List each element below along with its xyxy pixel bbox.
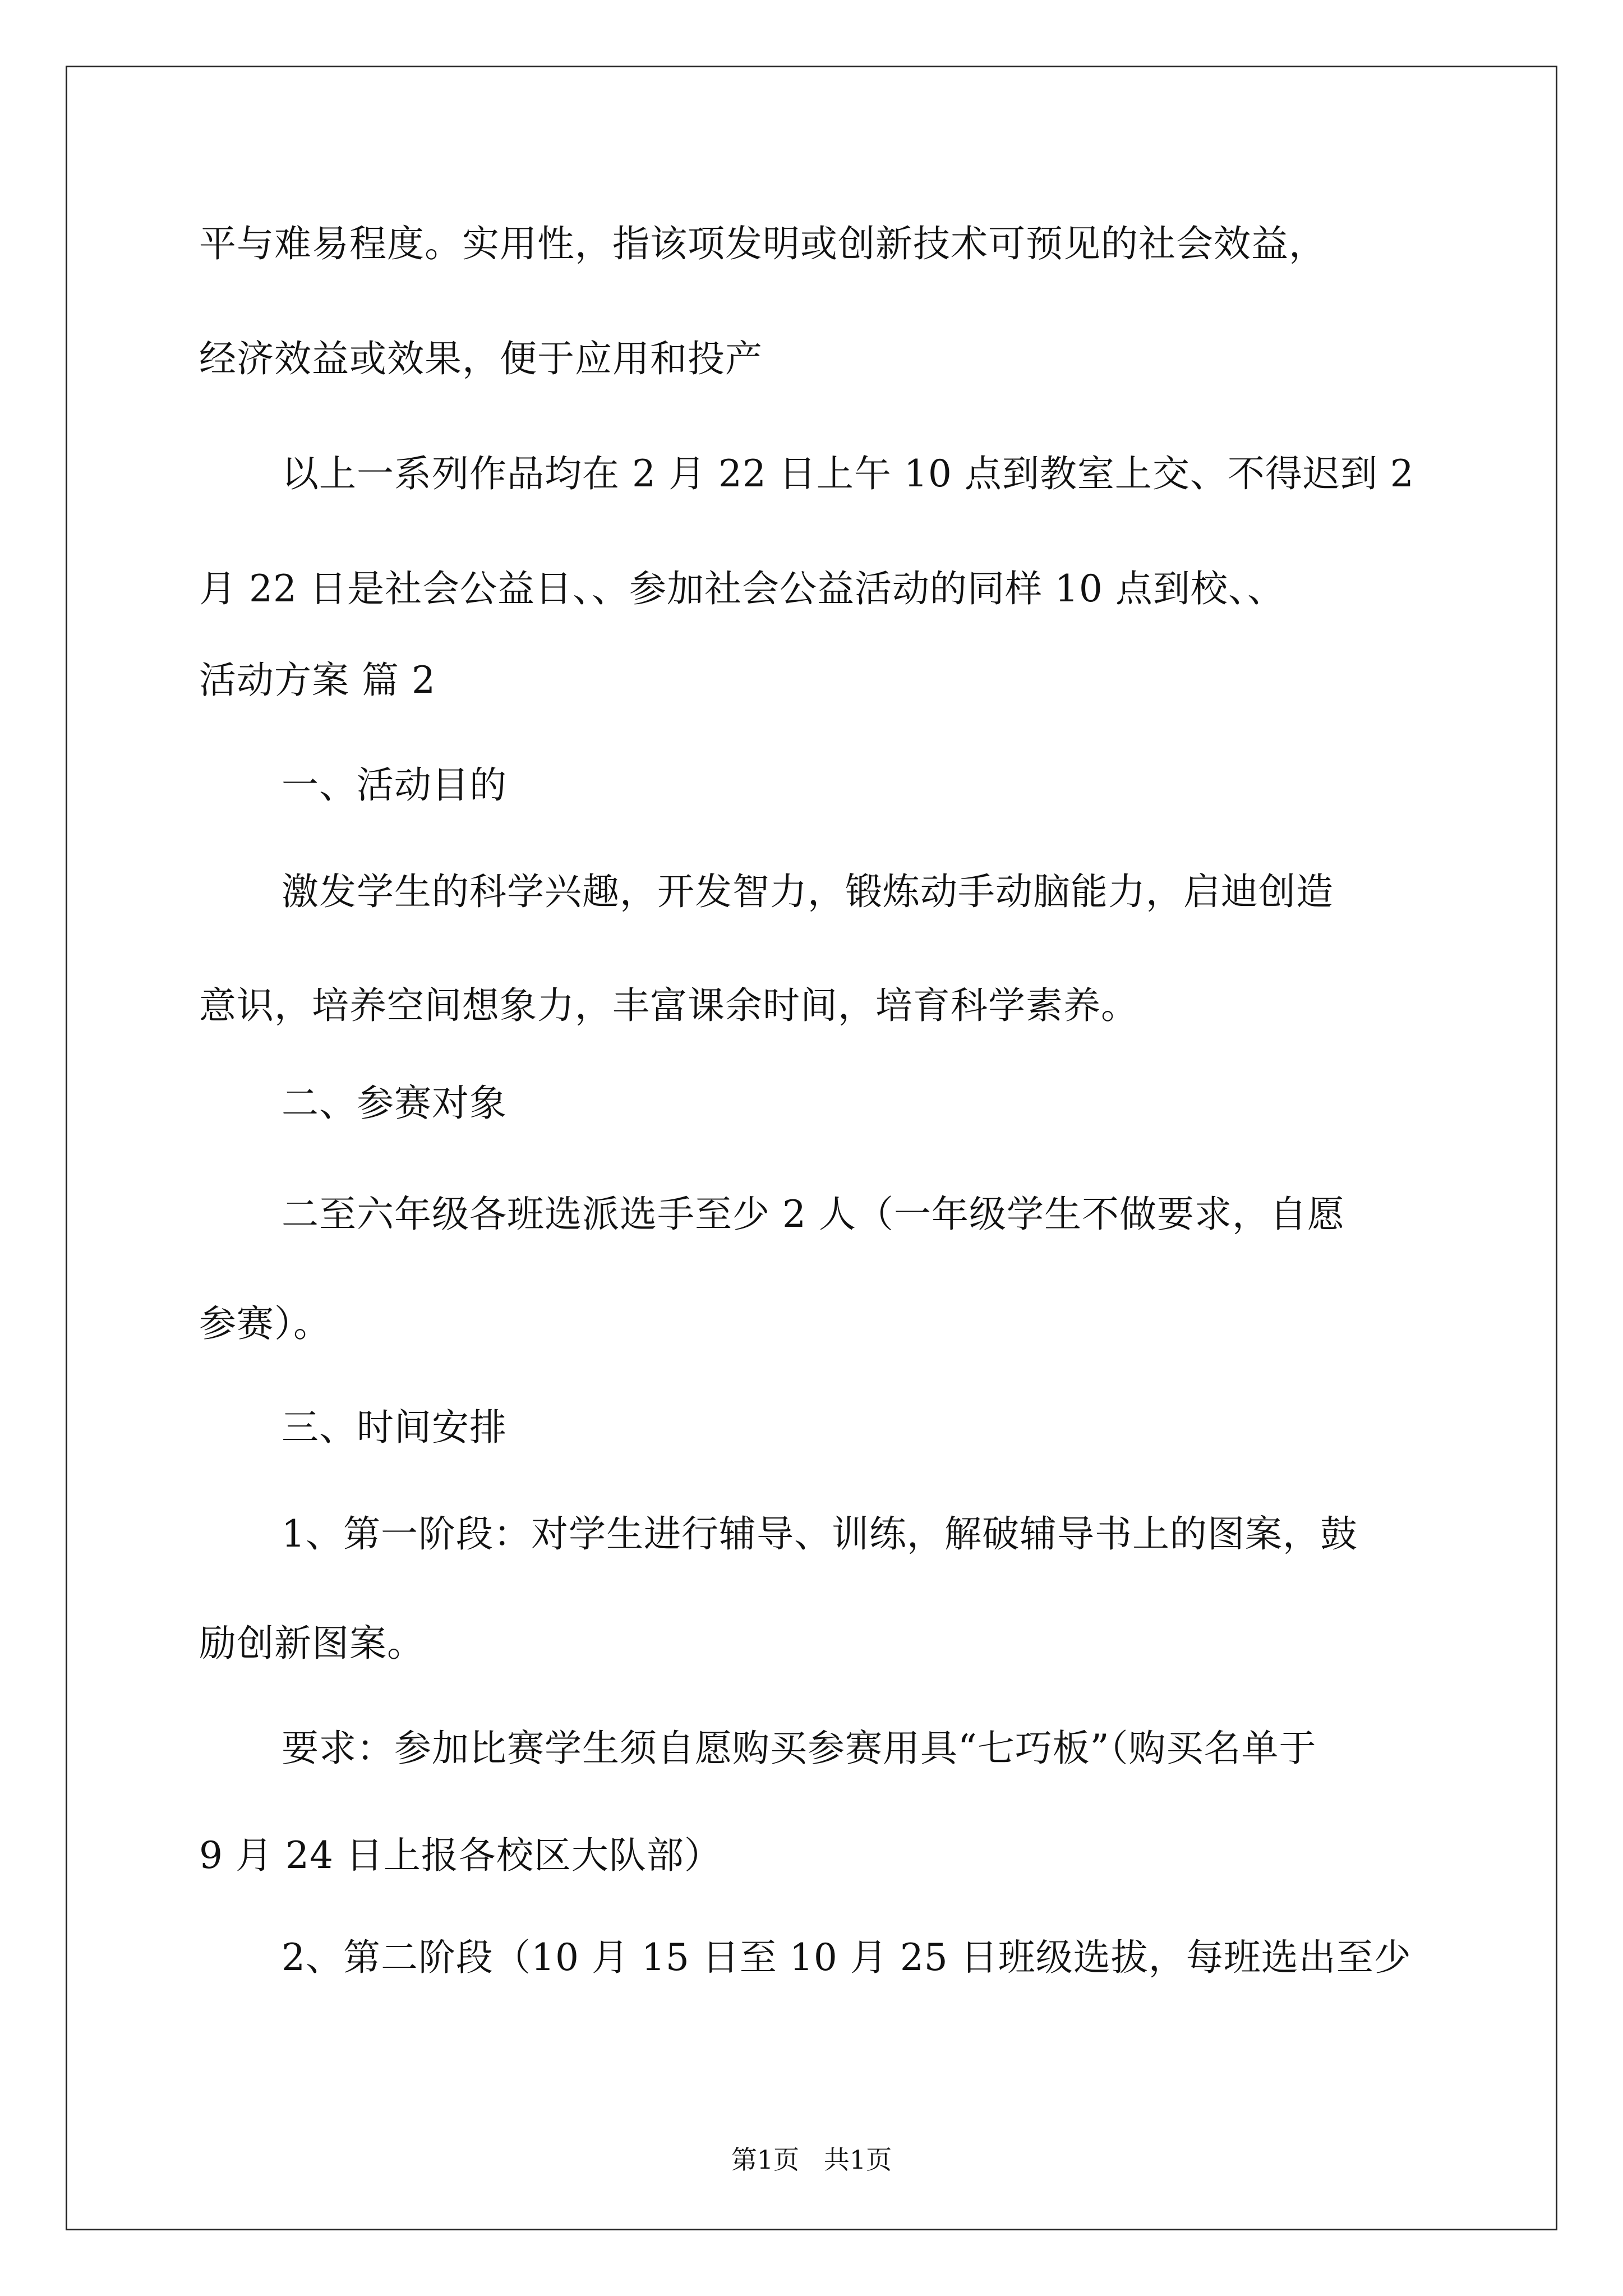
paragraph-line: 经济效益或效果，便于应用和投产 <box>199 337 763 380</box>
paragraph-line: 参赛）。 <box>199 1302 331 1345</box>
paragraph-line: 激发学生的科学兴趣，开发智力，锻炼动手动脑能力，启迪创造 <box>282 870 1334 913</box>
paragraph-line: 月 22 日是社会公益日、、参加社会公益活动的同样 10 点到校、、 <box>199 567 1285 610</box>
section-heading: 一、活动目的 <box>282 763 507 807</box>
paragraph-line: 二至六年级各班选派选手至少 2 人（一年级学生不做要求，自愿 <box>282 1193 1345 1236</box>
page-number-footer: 第1页 共1页 <box>731 2145 892 2175</box>
paragraph-line: 意识，培养空间想象力，丰富课余时间，培育科学素养。 <box>199 984 1138 1027</box>
section-heading: 活动方案 篇 2 <box>199 659 436 702</box>
paragraph-line: 1、第一阶段：对学生进行辅导、训练，解破辅导书上的图案，鼓 <box>282 1512 1358 1556</box>
paragraph-line: 励创新图案。 <box>199 1622 425 1665</box>
paragraph-line: 9 月 24 日上报各校区大队部） <box>199 1834 722 1877</box>
section-heading: 三、时间安排 <box>282 1406 507 1449</box>
paragraph-line: 以上一系列作品均在 2 月 22 日上午 10 点到教室上交、不得迟到 2 <box>282 452 1414 495</box>
paragraph-line: 要求：参加比赛学生须自愿购买参赛用具“七巧板”（购买名单于 <box>282 1727 1317 1770</box>
section-heading: 二、参赛对象 <box>282 1082 507 1125</box>
paragraph-line: 2、第二阶段（10 月 15 日至 10 月 25 日班级选拔，每班选出至少 <box>282 1936 1412 1979</box>
page-border <box>66 66 1557 2230</box>
paragraph-line: 平与难易程度。实用性，指该项发明或创新技术可预见的社会效益， <box>199 222 1326 265</box>
